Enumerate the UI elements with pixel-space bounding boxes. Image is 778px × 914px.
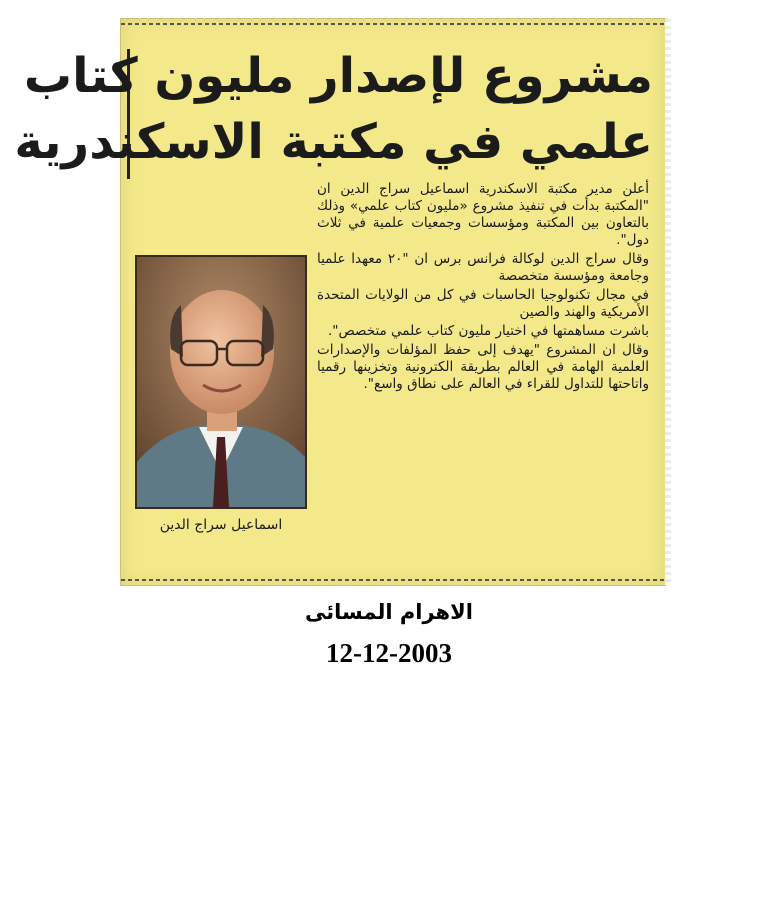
photo-caption: اسماعيل سراج الدين [159, 517, 283, 533]
article-paragraph-5: وقال ان المشروع "يهدف إلى حفظ المؤلفات والإصدارات العلمية الهامة في العالم بطريقة الكترونية وتخزينها رقميا واتاحتها للتداول للقراء في العالم على نطاق واسع". [317, 342, 649, 392]
publication-name: الاهرام المسائى [305, 600, 473, 624]
portrait-figure [135, 255, 307, 534]
portrait-illustration [137, 257, 305, 507]
clipping-bottom-border [121, 579, 665, 581]
publication-date: 12-12-2003 [326, 638, 452, 668]
article-headline [14, 43, 653, 175]
headline-line-1: مشروع لإصدار مليون كتاب [23, 48, 653, 104]
article-paragraph-2: وقال سراج الدين لوكالة فرانس برس ان "٢٠ معهدا علميا وجامعة ومؤسسة متخصصة [317, 251, 649, 284]
clipping-top-border [121, 23, 665, 25]
headline-line-2: علمي في مكتبة الاسكندرية [14, 114, 653, 170]
article-body [135, 181, 649, 561]
article-paragraph-1: أعلن مدير مكتبة الاسكندرية اسماعيل سراج الدين ان "المكتبة بدأت في تنفيذ مشروع «مليون كتاب علمي» وذلك بالتعاون بين المكتبة ومؤسسات وجمعيات علمية في ثلاث دول". [317, 181, 649, 248]
article-paragraph-3: في مجال تكنولوجيا الحاسبات في كل من الولايات المتحدة الأمريكية والهند والصين [317, 287, 649, 320]
portrait-photo [135, 255, 307, 509]
newspaper-clipping [14, 18, 666, 586]
article-paragraph-4: باشرت مساهمتها في اختيار مليون كتاب علمي متخصص". [327, 323, 649, 339]
